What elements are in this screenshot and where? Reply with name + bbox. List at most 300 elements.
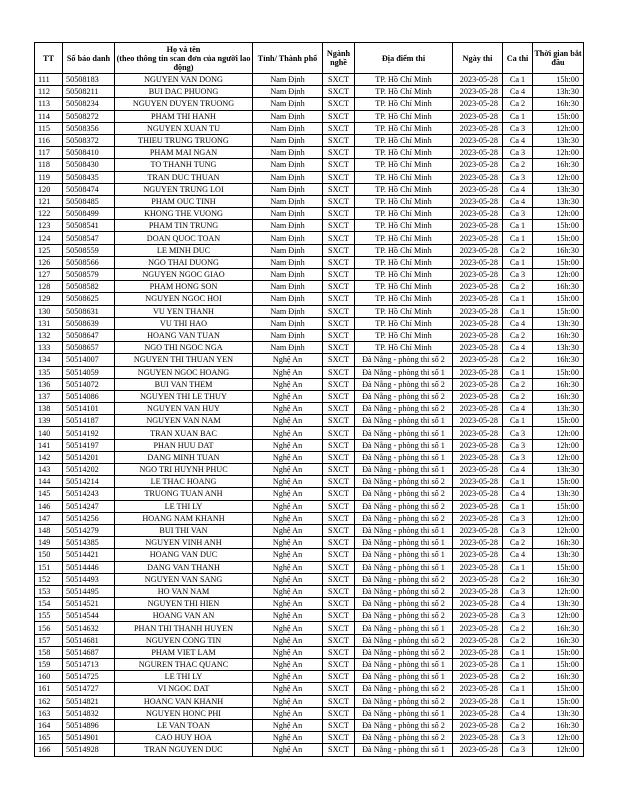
table-row (35, 573, 584, 585)
cell-shift: Ca 1 (503, 695, 533, 707)
cell-tt: 114 (35, 110, 63, 122)
table-row (35, 110, 584, 122)
cell-tt: 140 (35, 427, 63, 439)
table-row (35, 134, 584, 146)
cell-date: 2023-05-28 (453, 159, 503, 171)
cell-sbd: 50514059 (63, 366, 115, 378)
cell-tt: 145 (35, 488, 63, 500)
cell-shift: Ca 2 (503, 378, 533, 390)
cell-sbd: 50514896 (63, 719, 115, 731)
cell-start: 15h:00 (533, 305, 584, 317)
cell-date: 2023-05-28 (453, 573, 503, 585)
cell-shift: Ca 2 (503, 634, 533, 646)
cell-province: Nam Định (253, 110, 323, 122)
cell-date: 2023-05-28 (453, 378, 503, 390)
cell-shift: Ca 4 (503, 598, 533, 610)
cell-date: 2023-05-28 (453, 659, 503, 671)
cell-province: Nam Định (253, 74, 323, 86)
cell-start: 13h:30 (533, 403, 584, 415)
cell-sector: SXCT (323, 646, 355, 658)
cell-sbd: 50514446 (63, 561, 115, 573)
cell-sector: SXCT (323, 634, 355, 646)
cell-start: 16h:30 (533, 390, 584, 402)
cell-province: Nghệ An (253, 512, 323, 524)
cell-sector: SXCT (323, 488, 355, 500)
cell-shift: Ca 2 (503, 537, 533, 549)
header-province: Tỉnh/ Thành phố (253, 43, 323, 74)
cell-start: 16h:30 (533, 634, 584, 646)
cell-start: 12h:00 (533, 451, 584, 463)
cell-date: 2023-05-28 (453, 439, 503, 451)
cell-start: 16h:30 (533, 159, 584, 171)
cell-tt: 136 (35, 378, 63, 390)
table-row (35, 159, 584, 171)
cell-tt: 128 (35, 281, 63, 293)
cell-province: Nam Định (253, 281, 323, 293)
cell-location: Đà Nẵng - phòng thi số 2 (355, 390, 453, 402)
cell-location: Đà Nẵng - phòng thi số 2 (355, 573, 453, 585)
cell-name: BUI VAN THEM (115, 378, 253, 390)
cell-location: TP. Hồ Chí Minh (355, 293, 453, 305)
cell-shift: Ca 1 (503, 415, 533, 427)
cell-start: 15h:00 (533, 220, 584, 232)
table-row (35, 488, 584, 500)
cell-name: PHAM THI HANH (115, 110, 253, 122)
cell-sector: SXCT (323, 598, 355, 610)
cell-tt: 138 (35, 403, 63, 415)
cell-start: 15h:00 (533, 256, 584, 268)
cell-sbd: 50508547 (63, 232, 115, 244)
cell-province: Nghệ An (253, 646, 323, 658)
cell-shift: Ca 1 (503, 683, 533, 695)
table-row (35, 659, 584, 671)
cell-tt: 146 (35, 500, 63, 512)
header-location: Địa điểm thi (355, 43, 453, 74)
cell-date: 2023-05-28 (453, 281, 503, 293)
cell-location: Đà Nẵng - phòng thi số 1 (355, 744, 453, 756)
cell-shift: Ca 4 (503, 707, 533, 719)
cell-date: 2023-05-28 (453, 744, 503, 756)
cell-name: NGO THAI DUONG (115, 256, 253, 268)
cell-location: Đà Nẵng - phòng thi số 2 (355, 500, 453, 512)
table-row (35, 707, 584, 719)
cell-shift: Ca 3 (503, 171, 533, 183)
table-row (35, 378, 584, 390)
cell-shift: Ca 1 (503, 305, 533, 317)
cell-name: NGUYEN THI LE THUY (115, 390, 253, 402)
cell-date: 2023-05-28 (453, 671, 503, 683)
cell-shift: Ca 1 (503, 110, 533, 122)
table-row (35, 537, 584, 549)
cell-name: PHAM HONG SON (115, 281, 253, 293)
cell-name: NGO TRI HUYNH PHUC (115, 464, 253, 476)
cell-location: Đà Nẵng - phòng thi số 1 (355, 366, 453, 378)
cell-tt: 129 (35, 293, 63, 305)
cell-tt: 161 (35, 683, 63, 695)
table-row (35, 244, 584, 256)
cell-province: Nghệ An (253, 378, 323, 390)
cell-sbd: 50508234 (63, 98, 115, 110)
cell-sector: SXCT (323, 159, 355, 171)
cell-sbd: 50514072 (63, 378, 115, 390)
cell-province: Nam Định (253, 98, 323, 110)
cell-tt: 124 (35, 232, 63, 244)
cell-name: NGUYEN THI THUAN YEN (115, 354, 253, 366)
cell-province: Nam Định (253, 195, 323, 207)
cell-name: VU THI HAO (115, 317, 253, 329)
cell-name: NGUYEN NGOC HOANG (115, 366, 253, 378)
cell-location: Đà Nẵng - phòng thi số 2 (355, 683, 453, 695)
cell-tt: 112 (35, 86, 63, 98)
cell-date: 2023-05-28 (453, 244, 503, 256)
cell-sector: SXCT (323, 671, 355, 683)
cell-name: HO VAN NAM (115, 585, 253, 597)
cell-province: Nghệ An (253, 622, 323, 634)
cell-shift: Ca 1 (503, 232, 533, 244)
cell-province: Nghệ An (253, 610, 323, 622)
cell-sbd: 50514192 (63, 427, 115, 439)
cell-sector: SXCT (323, 147, 355, 159)
cell-start: 12h:00 (533, 269, 584, 281)
header-date: Ngày thi (453, 43, 503, 74)
table-header-row (35, 43, 584, 74)
cell-sbd: 50508499 (63, 208, 115, 220)
cell-tt: 135 (35, 366, 63, 378)
cell-name: LE THI LY (115, 500, 253, 512)
cell-sbd: 50514187 (63, 415, 115, 427)
cell-shift: Ca 1 (503, 220, 533, 232)
cell-start: 15h:00 (533, 659, 584, 671)
cell-province: Nam Định (253, 269, 323, 281)
cell-date: 2023-05-28 (453, 110, 503, 122)
cell-location: Đà Nẵng - phòng thi số 2 (355, 695, 453, 707)
candidate-table (34, 42, 584, 757)
cell-start: 15h:00 (533, 561, 584, 573)
cell-tt: 155 (35, 610, 63, 622)
cell-start: 15h:00 (533, 232, 584, 244)
cell-date: 2023-05-28 (453, 208, 503, 220)
cell-start: 13h:30 (533, 183, 584, 195)
cell-shift: Ca 3 (503, 122, 533, 134)
cell-start: 12h:00 (533, 147, 584, 159)
cell-start: 12h:00 (533, 744, 584, 756)
cell-tt: 119 (35, 171, 63, 183)
cell-start: 12h:00 (533, 610, 584, 622)
cell-location: Đà Nẵng - phòng thi số 1 (355, 451, 453, 463)
cell-sector: SXCT (323, 366, 355, 378)
cell-date: 2023-05-28 (453, 86, 503, 98)
cell-start: 16h:30 (533, 622, 584, 634)
cell-sector: SXCT (323, 549, 355, 561)
cell-name: LE THI LY (115, 671, 253, 683)
cell-sbd: 50514495 (63, 585, 115, 597)
header-name-subtitle: (theo thông tin scan đơn của người lao động) (116, 53, 251, 72)
cell-date: 2023-05-28 (453, 500, 503, 512)
cell-date: 2023-05-28 (453, 451, 503, 463)
cell-location: Đà Nẵng - phòng thi số 1 (355, 659, 453, 671)
table-row (35, 403, 584, 415)
cell-date: 2023-05-28 (453, 415, 503, 427)
cell-location: Đà Nẵng - phòng thi số 2 (355, 378, 453, 390)
cell-sbd: 50508582 (63, 281, 115, 293)
table-row (35, 183, 584, 195)
cell-sector: SXCT (323, 329, 355, 341)
cell-sector: SXCT (323, 464, 355, 476)
cell-sbd: 50514928 (63, 744, 115, 756)
table-row (35, 732, 584, 744)
cell-sbd: 50508647 (63, 329, 115, 341)
cell-province: Nghệ An (253, 634, 323, 646)
cell-province: Nam Định (253, 293, 323, 305)
cell-shift: Ca 2 (503, 354, 533, 366)
cell-sector: SXCT (323, 659, 355, 671)
cell-sbd: 50514725 (63, 671, 115, 683)
header-tt: TT (35, 43, 63, 74)
cell-start: 15h:00 (533, 293, 584, 305)
table-row (35, 208, 584, 220)
cell-shift: Ca 1 (503, 646, 533, 658)
cell-location: TP. Hồ Chí Minh (355, 269, 453, 281)
cell-name: PHAM OUC TINH (115, 195, 253, 207)
cell-shift: Ca 1 (503, 256, 533, 268)
cell-sbd: 50514256 (63, 512, 115, 524)
cell-date: 2023-05-28 (453, 256, 503, 268)
cell-date: 2023-05-28 (453, 366, 503, 378)
cell-start: 13h:30 (533, 342, 584, 354)
cell-date: 2023-05-28 (453, 427, 503, 439)
cell-start: 15h:00 (533, 476, 584, 488)
table-row (35, 464, 584, 476)
cell-shift: Ca 3 (503, 732, 533, 744)
cell-shift: Ca 3 (503, 427, 533, 439)
cell-sbd: 50514243 (63, 488, 115, 500)
cell-start: 16h:30 (533, 329, 584, 341)
cell-location: Đà Nẵng - phòng thi số 2 (355, 634, 453, 646)
cell-start: 13h:30 (533, 464, 584, 476)
cell-start: 13h:30 (533, 598, 584, 610)
cell-shift: Ca 2 (503, 719, 533, 731)
cell-sbd: 50514681 (63, 634, 115, 646)
cell-start: 15h:00 (533, 500, 584, 512)
header-start: Thời gian bắt đầu (533, 43, 584, 74)
cell-tt: 154 (35, 598, 63, 610)
cell-sbd: 50508183 (63, 74, 115, 86)
cell-province: Nam Định (253, 147, 323, 159)
cell-shift: Ca 3 (503, 451, 533, 463)
cell-location: Đà Nẵng - phòng thi số 1 (355, 427, 453, 439)
cell-location: Đà Nẵng - phòng thi số 2 (355, 585, 453, 597)
cell-tt: 139 (35, 415, 63, 427)
cell-location: TP. Hồ Chí Minh (355, 232, 453, 244)
cell-sector: SXCT (323, 732, 355, 744)
cell-location: Đà Nẵng - phòng thi số 1 (355, 622, 453, 634)
cell-start: 13h:30 (533, 134, 584, 146)
cell-province: Nam Định (253, 86, 323, 98)
cell-name: PHAM TIN TRUNG (115, 220, 253, 232)
cell-sbd: 50514214 (63, 476, 115, 488)
cell-start: 15h:00 (533, 366, 584, 378)
cell-name: DANG MINH TUAN (115, 451, 253, 463)
table-row (35, 683, 584, 695)
cell-shift: Ca 3 (503, 512, 533, 524)
cell-start: 12h:00 (533, 171, 584, 183)
cell-name: NGUYEN VAN NAM (115, 415, 253, 427)
cell-name: NGUREN THAC QUANC (115, 659, 253, 671)
table-row (35, 171, 584, 183)
cell-shift: Ca 2 (503, 159, 533, 171)
cell-location: Đà Nẵng - phòng thi số 2 (355, 610, 453, 622)
cell-date: 2023-05-28 (453, 329, 503, 341)
cell-sbd: 50508372 (63, 134, 115, 146)
cell-start: 15h:00 (533, 74, 584, 86)
cell-name: VU YEN THANH (115, 305, 253, 317)
table-row (35, 147, 584, 159)
cell-tt: 117 (35, 147, 63, 159)
cell-date: 2023-05-28 (453, 561, 503, 573)
cell-province: Nghệ An (253, 476, 323, 488)
cell-name: NGUYEN CONG TIN (115, 634, 253, 646)
cell-start: 15h:00 (533, 110, 584, 122)
cell-sector: SXCT (323, 183, 355, 195)
cell-province: Nghệ An (253, 427, 323, 439)
cell-province: Nam Định (253, 244, 323, 256)
table-row (35, 195, 584, 207)
cell-tt: 121 (35, 195, 63, 207)
cell-tt: 113 (35, 98, 63, 110)
cell-shift: Ca 1 (503, 74, 533, 86)
cell-start: 12h:00 (533, 439, 584, 451)
cell-location: Đà Nẵng - phòng thi số 2 (355, 719, 453, 731)
cell-location: TP. Hồ Chí Minh (355, 98, 453, 110)
cell-date: 2023-05-28 (453, 390, 503, 402)
cell-date: 2023-05-28 (453, 134, 503, 146)
table-row (35, 86, 584, 98)
cell-name: HOANG VAN AN (115, 610, 253, 622)
cell-shift: Ca 2 (503, 281, 533, 293)
cell-location: Đà Nẵng - phòng thi số 2 (355, 403, 453, 415)
cell-province: Nghệ An (253, 500, 323, 512)
cell-shift: Ca 3 (503, 439, 533, 451)
table-row (35, 549, 584, 561)
cell-location: Đà Nẵng - phòng thi số 1 (355, 671, 453, 683)
table-row (35, 317, 584, 329)
cell-sector: SXCT (323, 281, 355, 293)
cell-date: 2023-05-28 (453, 220, 503, 232)
table-row (35, 269, 584, 281)
cell-name: NGUYEN VAN HUY (115, 403, 253, 415)
cell-location: Đà Nẵng - phòng thi số 1 (355, 524, 453, 536)
cell-sector: SXCT (323, 110, 355, 122)
cell-shift: Ca 3 (503, 744, 533, 756)
cell-shift: Ca 4 (503, 549, 533, 561)
cell-tt: 120 (35, 183, 63, 195)
cell-name: HOANG NAM KHANH (115, 512, 253, 524)
cell-province: Nam Định (253, 134, 323, 146)
cell-province: Nghệ An (253, 671, 323, 683)
cell-tt: 130 (35, 305, 63, 317)
cell-date: 2023-05-28 (453, 269, 503, 281)
cell-shift: Ca 4 (503, 134, 533, 146)
cell-location: Đà Nẵng - phòng thi số 1 (355, 537, 453, 549)
cell-shift: Ca 1 (503, 366, 533, 378)
cell-province: Nghệ An (253, 366, 323, 378)
cell-sbd: 50508631 (63, 305, 115, 317)
cell-shift: Ca 3 (503, 524, 533, 536)
cell-date: 2023-05-28 (453, 293, 503, 305)
cell-sector: SXCT (323, 122, 355, 134)
cell-sector: SXCT (323, 537, 355, 549)
cell-shift: Ca 1 (503, 659, 533, 671)
cell-province: Nghệ An (253, 537, 323, 549)
table-row (35, 561, 584, 573)
cell-start: 13h:30 (533, 549, 584, 561)
cell-sbd: 50514727 (63, 683, 115, 695)
cell-sector: SXCT (323, 427, 355, 439)
cell-shift: Ca 2 (503, 98, 533, 110)
cell-name: BUI DAC PHUONG (115, 86, 253, 98)
cell-date: 2023-05-28 (453, 122, 503, 134)
table-row (35, 427, 584, 439)
cell-sector: SXCT (323, 98, 355, 110)
table-row (35, 293, 584, 305)
cell-date: 2023-05-28 (453, 524, 503, 536)
cell-province: Nghệ An (253, 719, 323, 731)
cell-sbd: 50508541 (63, 220, 115, 232)
cell-name: NGUYEN THI HIEN (115, 598, 253, 610)
cell-start: 16h:30 (533, 244, 584, 256)
cell-name: TRAN XUAN BAC (115, 427, 253, 439)
cell-shift: Ca 4 (503, 403, 533, 415)
cell-sector: SXCT (323, 232, 355, 244)
cell-sector: SXCT (323, 171, 355, 183)
cell-sbd: 50514521 (63, 598, 115, 610)
cell-province: Nghệ An (253, 732, 323, 744)
cell-start: 16h:30 (533, 281, 584, 293)
cell-sector: SXCT (323, 585, 355, 597)
cell-location: TP. Hồ Chí Minh (355, 208, 453, 220)
cell-sbd: 50508485 (63, 195, 115, 207)
cell-sector: SXCT (323, 317, 355, 329)
cell-name: PHAN THI THANH HUYEN (115, 622, 253, 634)
cell-sbd: 50508410 (63, 147, 115, 159)
cell-sector: SXCT (323, 500, 355, 512)
cell-tt: 125 (35, 244, 63, 256)
cell-start: 12h:00 (533, 427, 584, 439)
cell-start: 16h:30 (533, 671, 584, 683)
cell-shift: Ca 4 (503, 86, 533, 98)
header-name-title: Họ và tên (166, 44, 201, 54)
cell-date: 2023-05-28 (453, 317, 503, 329)
cell-sector: SXCT (323, 256, 355, 268)
cell-tt: 151 (35, 561, 63, 573)
cell-sbd: 50508430 (63, 159, 115, 171)
cell-tt: 141 (35, 439, 63, 451)
cell-name: NGUYEN NGOC HOI (115, 293, 253, 305)
cell-location: TP. Hồ Chí Minh (355, 244, 453, 256)
cell-sbd: 50514832 (63, 707, 115, 719)
cell-tt: 158 (35, 646, 63, 658)
cell-shift: Ca 2 (503, 390, 533, 402)
cell-location: Đà Nẵng - phòng thi số 1 (355, 549, 453, 561)
table-row (35, 98, 584, 110)
cell-shift: Ca 3 (503, 147, 533, 159)
cell-name: LE VAN TOAN (115, 719, 253, 731)
cell-shift: Ca 4 (503, 317, 533, 329)
cell-location: Đà Nẵng - phòng thi số 2 (355, 512, 453, 524)
cell-tt: 127 (35, 269, 63, 281)
table-row (35, 500, 584, 512)
cell-name: NGUYEN VAN DONG (115, 74, 253, 86)
